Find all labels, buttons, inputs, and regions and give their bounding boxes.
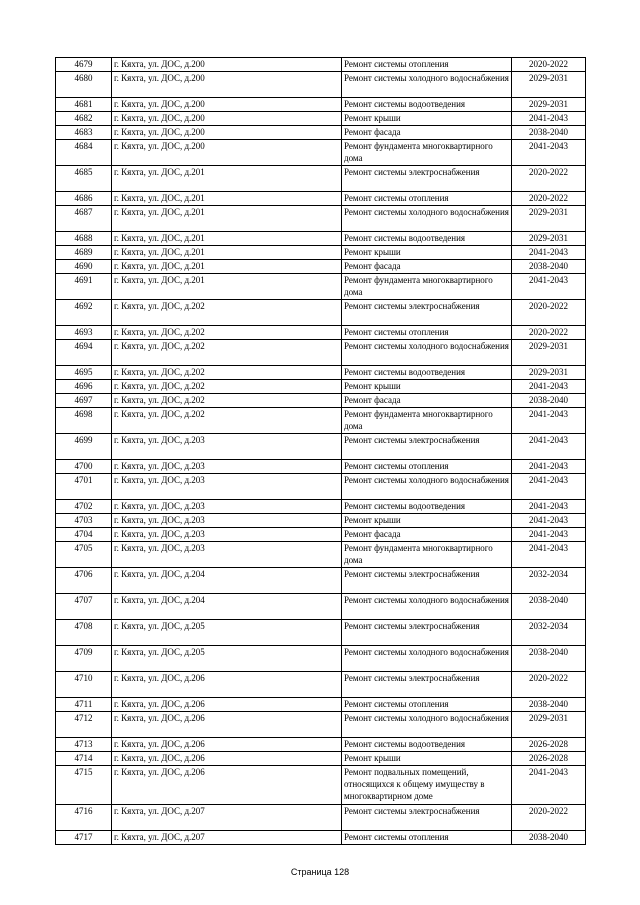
table-row bbox=[56, 646, 586, 672]
cell-period: 2029-2031 bbox=[512, 340, 586, 366]
cell-address: г. Кяхта, ул. ДОС, д.203 bbox=[112, 514, 342, 528]
table-row bbox=[56, 140, 586, 166]
cell-address: г. Кяхта, ул. ДОС, д.202 bbox=[112, 340, 342, 366]
cell-work-type: Ремонт системы холодного водоснабжения bbox=[342, 206, 512, 232]
cell-address: г. Кяхта, ул. ДОС, д.205 bbox=[112, 646, 342, 672]
cell-work-type: Ремонт системы холодного водоснабжения bbox=[342, 646, 512, 672]
cell-period: 2041-2043 bbox=[512, 500, 586, 514]
cell-work-type: Ремонт системы отопления bbox=[342, 326, 512, 340]
table-row bbox=[56, 805, 586, 831]
cell-period: 2038-2040 bbox=[512, 126, 586, 140]
cell-period: 2041-2043 bbox=[512, 474, 586, 500]
table-row bbox=[56, 380, 586, 394]
cell-period: 2029-2031 bbox=[512, 72, 586, 98]
cell-work-type: Ремонт системы отопления bbox=[342, 58, 512, 72]
cell-work-type: Ремонт системы водоотведения bbox=[342, 232, 512, 246]
cell-address: г. Кяхта, ул. ДОС, д.201 bbox=[112, 246, 342, 260]
cell-work-type: Ремонт фасада bbox=[342, 394, 512, 408]
cell-address: г. Кяхта, ул. ДОС, д.207 bbox=[112, 831, 342, 845]
table-row bbox=[56, 192, 586, 206]
cell-number: 4687 bbox=[56, 206, 112, 232]
table-row bbox=[56, 474, 586, 500]
table-row bbox=[56, 126, 586, 140]
cell-address: г. Кяхта, ул. ДОС, д.203 bbox=[112, 542, 342, 568]
cell-address: г. Кяхта, ул. ДОС, д.203 bbox=[112, 528, 342, 542]
cell-work-type: Ремонт фасада bbox=[342, 528, 512, 542]
cell-number: 4691 bbox=[56, 274, 112, 300]
cell-period: 2029-2031 bbox=[512, 712, 586, 738]
table-row bbox=[56, 752, 586, 766]
cell-address: г. Кяхта, ул. ДОС, д.201 bbox=[112, 192, 342, 206]
cell-period: 2038-2040 bbox=[512, 831, 586, 845]
table-row bbox=[56, 232, 586, 246]
cell-work-type: Ремонт фасада bbox=[342, 126, 512, 140]
cell-work-type: Ремонт системы отопления bbox=[342, 698, 512, 712]
cell-work-type: Ремонт крыши bbox=[342, 112, 512, 126]
cell-work-type: Ремонт системы отопления bbox=[342, 460, 512, 474]
cell-address: г. Кяхта, ул. ДОС, д.202 bbox=[112, 380, 342, 394]
cell-period: 2041-2043 bbox=[512, 408, 586, 434]
cell-period: 2041-2043 bbox=[512, 434, 586, 460]
cell-address: г. Кяхта, ул. ДОС, д.204 bbox=[112, 594, 342, 620]
cell-period: 2020-2022 bbox=[512, 58, 586, 72]
cell-number: 4679 bbox=[56, 58, 112, 72]
cell-number: 4710 bbox=[56, 672, 112, 698]
cell-period: 2020-2022 bbox=[512, 166, 586, 192]
cell-number: 4692 bbox=[56, 300, 112, 326]
cell-work-type: Ремонт крыши bbox=[342, 246, 512, 260]
cell-address: г. Кяхта, ул. ДОС, д.202 bbox=[112, 366, 342, 380]
cell-period: 2038-2040 bbox=[512, 260, 586, 274]
table-row bbox=[56, 460, 586, 474]
cell-period: 2041-2043 bbox=[512, 246, 586, 260]
cell-number: 4713 bbox=[56, 738, 112, 752]
cell-number: 4690 bbox=[56, 260, 112, 274]
table-row bbox=[56, 568, 586, 594]
cell-number: 4696 bbox=[56, 380, 112, 394]
cell-work-type: Ремонт системы электроснабжения bbox=[342, 300, 512, 326]
cell-address: г. Кяхта, ул. ДОС, д.202 bbox=[112, 408, 342, 434]
cell-period: 2020-2022 bbox=[512, 326, 586, 340]
cell-number: 4705 bbox=[56, 542, 112, 568]
cell-number: 4711 bbox=[56, 698, 112, 712]
table-row bbox=[56, 698, 586, 712]
table-row bbox=[56, 434, 586, 460]
cell-number: 4704 bbox=[56, 528, 112, 542]
table-row bbox=[56, 340, 586, 366]
cell-address: г. Кяхта, ул. ДОС, д.202 bbox=[112, 300, 342, 326]
cell-number: 4689 bbox=[56, 246, 112, 260]
cell-period: 2041-2043 bbox=[512, 528, 586, 542]
table-row bbox=[56, 738, 586, 752]
table-row bbox=[56, 326, 586, 340]
table-row bbox=[56, 246, 586, 260]
cell-period: 2041-2043 bbox=[512, 140, 586, 166]
cell-work-type: Ремонт системы водоотведения bbox=[342, 738, 512, 752]
cell-number: 4684 bbox=[56, 140, 112, 166]
cell-work-type: Ремонт системы электроснабжения bbox=[342, 672, 512, 698]
cell-address: г. Кяхта, ул. ДОС, д.203 bbox=[112, 474, 342, 500]
cell-period: 2029-2031 bbox=[512, 232, 586, 246]
cell-work-type: Ремонт системы электроснабжения bbox=[342, 568, 512, 594]
cell-work-type: Ремонт фундамента многоквартирного дома bbox=[342, 140, 512, 166]
cell-work-type: Ремонт системы холодного водоснабжения bbox=[342, 72, 512, 98]
cell-number: 4715 bbox=[56, 766, 112, 805]
cell-number: 4706 bbox=[56, 568, 112, 594]
cell-period: 2032-2034 bbox=[512, 568, 586, 594]
cell-period: 2038-2040 bbox=[512, 646, 586, 672]
cell-period: 2041-2043 bbox=[512, 112, 586, 126]
cell-address: г. Кяхта, ул. ДОС, д.200 bbox=[112, 112, 342, 126]
cell-work-type: Ремонт фундамента многоквартирного дома bbox=[342, 542, 512, 568]
cell-period: 2020-2022 bbox=[512, 192, 586, 206]
cell-work-type: Ремонт системы холодного водоснабжения bbox=[342, 712, 512, 738]
cell-period: 2020-2022 bbox=[512, 300, 586, 326]
works-table bbox=[55, 57, 586, 845]
cell-period: 2038-2040 bbox=[512, 698, 586, 712]
cell-work-type: Ремонт системы холодного водоснабжения bbox=[342, 340, 512, 366]
cell-period: 2029-2031 bbox=[512, 366, 586, 380]
cell-work-type: Ремонт системы электроснабжения bbox=[342, 434, 512, 460]
cell-work-type: Ремонт фундамента многоквартирного дома bbox=[342, 408, 512, 434]
cell-period: 2041-2043 bbox=[512, 542, 586, 568]
table-row bbox=[56, 500, 586, 514]
table-row bbox=[56, 98, 586, 112]
cell-period: 2041-2043 bbox=[512, 380, 586, 394]
cell-period: 2038-2040 bbox=[512, 594, 586, 620]
cell-address: г. Кяхта, ул. ДОС, д.200 bbox=[112, 58, 342, 72]
cell-period: 2032-2034 bbox=[512, 620, 586, 646]
cell-period: 2041-2043 bbox=[512, 460, 586, 474]
cell-period: 2020-2022 bbox=[512, 805, 586, 831]
cell-address: г. Кяхта, ул. ДОС, д.206 bbox=[112, 738, 342, 752]
cell-period: 2041-2043 bbox=[512, 514, 586, 528]
cell-number: 4707 bbox=[56, 594, 112, 620]
cell-number: 4693 bbox=[56, 326, 112, 340]
cell-period: 2041-2043 bbox=[512, 274, 586, 300]
table-row bbox=[56, 672, 586, 698]
cell-address: г. Кяхта, ул. ДОС, д.201 bbox=[112, 232, 342, 246]
table-row bbox=[56, 112, 586, 126]
cell-work-type: Ремонт системы электроснабжения bbox=[342, 805, 512, 831]
cell-number: 4686 bbox=[56, 192, 112, 206]
cell-work-type: Ремонт системы водоотведения bbox=[342, 500, 512, 514]
table-row bbox=[56, 528, 586, 542]
cell-period: 2026-2028 bbox=[512, 738, 586, 752]
table-row bbox=[56, 594, 586, 620]
table-row bbox=[56, 366, 586, 380]
cell-number: 4701 bbox=[56, 474, 112, 500]
cell-address: г. Кяхта, ул. ДОС, д.202 bbox=[112, 326, 342, 340]
cell-address: г. Кяхта, ул. ДОС, д.203 bbox=[112, 460, 342, 474]
cell-address: г. Кяхта, ул. ДОС, д.206 bbox=[112, 712, 342, 738]
cell-work-type: Ремонт крыши bbox=[342, 380, 512, 394]
cell-address: г. Кяхта, ул. ДОС, д.206 bbox=[112, 766, 342, 805]
table-row bbox=[56, 394, 586, 408]
cell-period: 2029-2031 bbox=[512, 206, 586, 232]
cell-period: 2020-2022 bbox=[512, 672, 586, 698]
cell-number: 4683 bbox=[56, 126, 112, 140]
table-row bbox=[56, 542, 586, 568]
cell-work-type: Ремонт системы отопления bbox=[342, 831, 512, 845]
cell-work-type: Ремонт системы водоотведения bbox=[342, 366, 512, 380]
cell-number: 4700 bbox=[56, 460, 112, 474]
page-footer bbox=[0, 867, 640, 877]
cell-address: г. Кяхта, ул. ДОС, д.206 bbox=[112, 672, 342, 698]
cell-work-type: Ремонт крыши bbox=[342, 752, 512, 766]
cell-address: г. Кяхта, ул. ДОС, д.203 bbox=[112, 434, 342, 460]
cell-address: г. Кяхта, ул. ДОС, д.203 bbox=[112, 500, 342, 514]
cell-period: 2041-2043 bbox=[512, 766, 586, 805]
cell-work-type: Ремонт системы холодного водоснабжения bbox=[342, 474, 512, 500]
cell-number: 4680 bbox=[56, 72, 112, 98]
cell-address: г. Кяхта, ул. ДОС, д.204 bbox=[112, 568, 342, 594]
cell-address: г. Кяхта, ул. ДОС, д.201 bbox=[112, 206, 342, 232]
cell-number: 4681 bbox=[56, 98, 112, 112]
table-row bbox=[56, 260, 586, 274]
cell-address: г. Кяхта, ул. ДОС, д.201 bbox=[112, 260, 342, 274]
cell-number: 4698 bbox=[56, 408, 112, 434]
cell-work-type: Ремонт крыши bbox=[342, 514, 512, 528]
cell-address: г. Кяхта, ул. ДОС, д.206 bbox=[112, 698, 342, 712]
table-row bbox=[56, 620, 586, 646]
cell-number: 4695 bbox=[56, 366, 112, 380]
cell-address: г. Кяхта, ул. ДОС, д.206 bbox=[112, 752, 342, 766]
table-row bbox=[56, 206, 586, 232]
cell-number: 4699 bbox=[56, 434, 112, 460]
cell-number: 4714 bbox=[56, 752, 112, 766]
table-row bbox=[56, 300, 586, 326]
table-row bbox=[56, 274, 586, 300]
page-number: Страница 128 bbox=[290, 867, 350, 877]
cell-period: 2029-2031 bbox=[512, 98, 586, 112]
cell-period: 2026-2028 bbox=[512, 752, 586, 766]
table-row bbox=[56, 408, 586, 434]
cell-number: 4682 bbox=[56, 112, 112, 126]
cell-address: г. Кяхта, ул. ДОС, д.207 bbox=[112, 805, 342, 831]
cell-address: г. Кяхта, ул. ДОС, д.200 bbox=[112, 72, 342, 98]
cell-number: 4716 bbox=[56, 805, 112, 831]
cell-address: г. Кяхта, ул. ДОС, д.202 bbox=[112, 394, 342, 408]
cell-address: г. Кяхта, ул. ДОС, д.201 bbox=[112, 166, 342, 192]
cell-address: г. Кяхта, ул. ДОС, д.205 bbox=[112, 620, 342, 646]
cell-work-type: Ремонт системы электроснабжения bbox=[342, 620, 512, 646]
cell-number: 4694 bbox=[56, 340, 112, 366]
cell-number: 4703 bbox=[56, 514, 112, 528]
cell-work-type: Ремонт фасада bbox=[342, 260, 512, 274]
cell-work-type: Ремонт системы отопления bbox=[342, 192, 512, 206]
cell-period: 2038-2040 bbox=[512, 394, 586, 408]
table-row bbox=[56, 831, 586, 845]
table-row bbox=[56, 514, 586, 528]
cell-work-type: Ремонт фундамента многоквартирного дома bbox=[342, 274, 512, 300]
cell-number: 4708 bbox=[56, 620, 112, 646]
cell-address: г. Кяхта, ул. ДОС, д.201 bbox=[112, 274, 342, 300]
table-row bbox=[56, 712, 586, 738]
cell-work-type: Ремонт подвальных помещений, относящихся к общему имуществу в многоквартирном доме bbox=[342, 766, 512, 805]
cell-work-type: Ремонт системы водоотведения bbox=[342, 98, 512, 112]
table-body bbox=[56, 58, 586, 845]
table-row bbox=[56, 766, 586, 805]
cell-number: 4709 bbox=[56, 646, 112, 672]
table-row bbox=[56, 58, 586, 72]
table-row bbox=[56, 166, 586, 192]
cell-number: 4702 bbox=[56, 500, 112, 514]
table-row bbox=[56, 72, 586, 98]
cell-work-type: Ремонт системы холодного водоснабжения bbox=[342, 594, 512, 620]
cell-work-type: Ремонт системы электроснабжения bbox=[342, 166, 512, 192]
cell-number: 4717 bbox=[56, 831, 112, 845]
cell-number: 4685 bbox=[56, 166, 112, 192]
cell-address: г. Кяхта, ул. ДОС, д.200 bbox=[112, 126, 342, 140]
cell-address: г. Кяхта, ул. ДОС, д.200 bbox=[112, 98, 342, 112]
cell-number: 4688 bbox=[56, 232, 112, 246]
cell-address: г. Кяхта, ул. ДОС, д.200 bbox=[112, 140, 342, 166]
cell-number: 4697 bbox=[56, 394, 112, 408]
cell-number: 4712 bbox=[56, 712, 112, 738]
